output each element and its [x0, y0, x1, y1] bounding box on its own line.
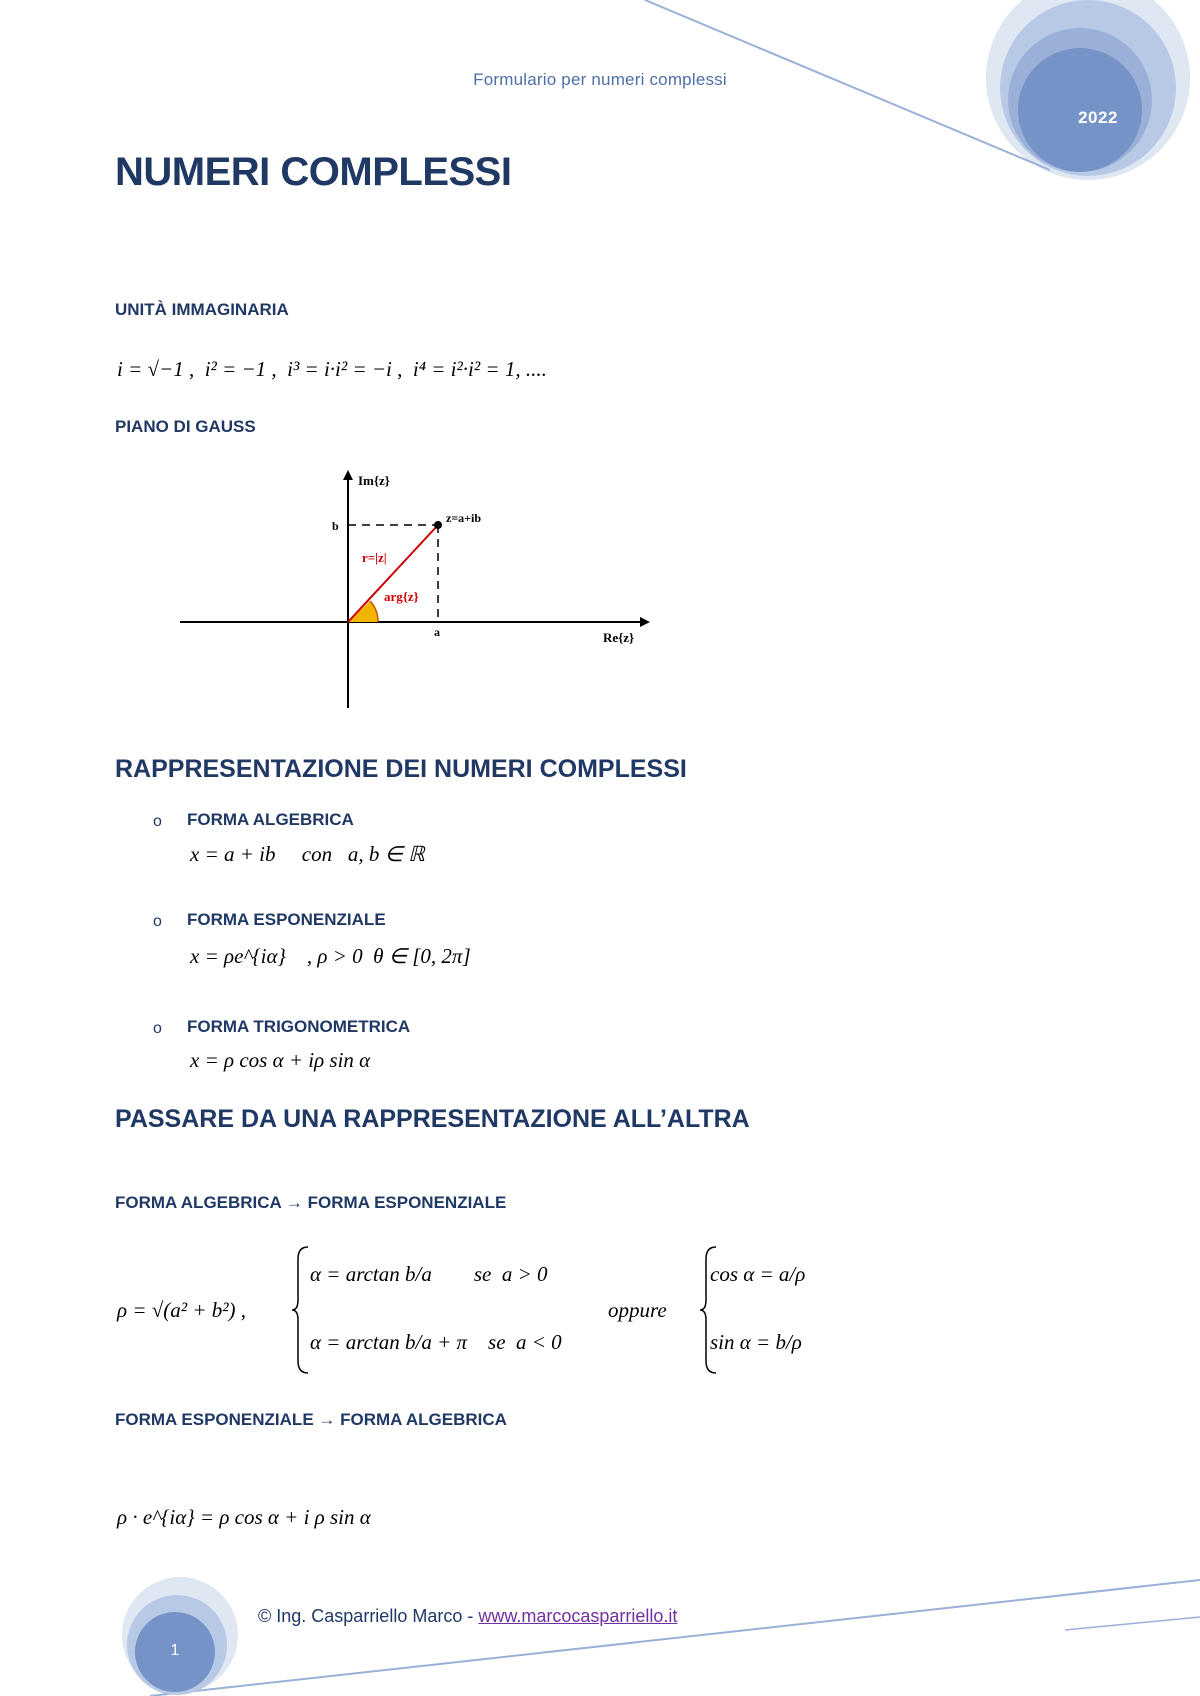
formula-exp-to-alg: ρ · e^{iα} = ρ cos α + i ρ sin α	[117, 1505, 371, 1529]
label-re: Re{z}	[603, 630, 635, 645]
formula-modulus: ρ = √(a² + b²) ,	[117, 1298, 247, 1322]
footer-author: © Ing. Casparriello Marco -	[258, 1606, 479, 1626]
page-number: 1	[170, 1642, 180, 1659]
bullet-icon: o	[153, 913, 162, 930]
formula-imaginary-unit: i = √−1 , i² = −1 , i³ = i·i² = −i , i⁴ = i²·i² = 1, ....	[117, 357, 547, 381]
heading-representation: RAPPRESENTAZIONE DEI NUMERI COMPLESSI	[115, 755, 687, 783]
decor-line-bottom-2	[1065, 1617, 1200, 1630]
formula-arg-negative: α = arctan b/a + π se a < 0	[310, 1330, 562, 1354]
running-header: Formulario per numeri complessi	[473, 70, 727, 89]
footer-website-link[interactable]: www.marcocasparriello.it	[478, 1606, 678, 1626]
heading-gauss-plane: PIANO DI GAUSS	[115, 417, 256, 436]
point-z	[434, 521, 442, 529]
bullet-icon: o	[153, 1020, 162, 1037]
heading-exp-to-alg: FORMA ESPONENZIALE → FORMA ALGEBRICA	[115, 1410, 507, 1429]
modulus-line	[348, 525, 438, 622]
formula-trigonometric-form: x = ρ cos α + iρ sin α	[190, 1048, 371, 1072]
gauss-plane-diagram	[170, 470, 650, 715]
bullet-icon: o	[153, 813, 162, 830]
heading-imaginary-unit: UNITÀ IMMAGINARIA	[115, 300, 289, 319]
label-point: z=a+ib	[446, 511, 482, 525]
formula-algebraic-form: x = a + ib con a, b ∈ ℝ	[190, 842, 425, 866]
tick-label-a: a	[434, 625, 440, 639]
year-badge: 2022	[1078, 108, 1118, 127]
formula-sin: sin α = b/ρ	[710, 1330, 802, 1354]
label-trigonometric-form: FORMA TRIGONOMETRICA	[187, 1017, 411, 1036]
imaginary-axis-arrow	[343, 470, 353, 480]
label-modulus: r=|z|	[362, 550, 387, 565]
argument-arc	[348, 601, 378, 622]
label-argument: arg{z}	[384, 589, 419, 604]
tick-label-b: b	[332, 519, 339, 533]
heading-conversion: PASSARE DA UNA RAPPRESENTAZIONE ALL’ALTRA	[115, 1105, 750, 1133]
label-algebraic-form: FORMA ALGEBRICA	[187, 810, 354, 829]
formula-arg-positive: α = arctan b/a se a > 0	[310, 1262, 548, 1286]
decor-line-bottom-1	[150, 1580, 1200, 1696]
page-title: NUMERI COMPLESSI	[115, 150, 512, 194]
heading-alg-to-exp: FORMA ALGEBRICA → FORMA ESPONENZIALE	[115, 1193, 507, 1212]
formula-exponential-form: x = ρe^{iα} , ρ > 0 θ ∈ [0, 2π]	[190, 944, 471, 968]
real-axis-arrow	[640, 617, 650, 627]
label-exponential-form: FORMA ESPONENZIALE	[187, 910, 386, 929]
footer-copyright	[258, 1606, 677, 1627]
left-brace-icon	[292, 1245, 312, 1375]
formula-cos: cos α = a/ρ	[710, 1262, 806, 1286]
label-im: Im{z}	[358, 473, 390, 488]
label-oppure: oppure	[608, 1298, 667, 1322]
